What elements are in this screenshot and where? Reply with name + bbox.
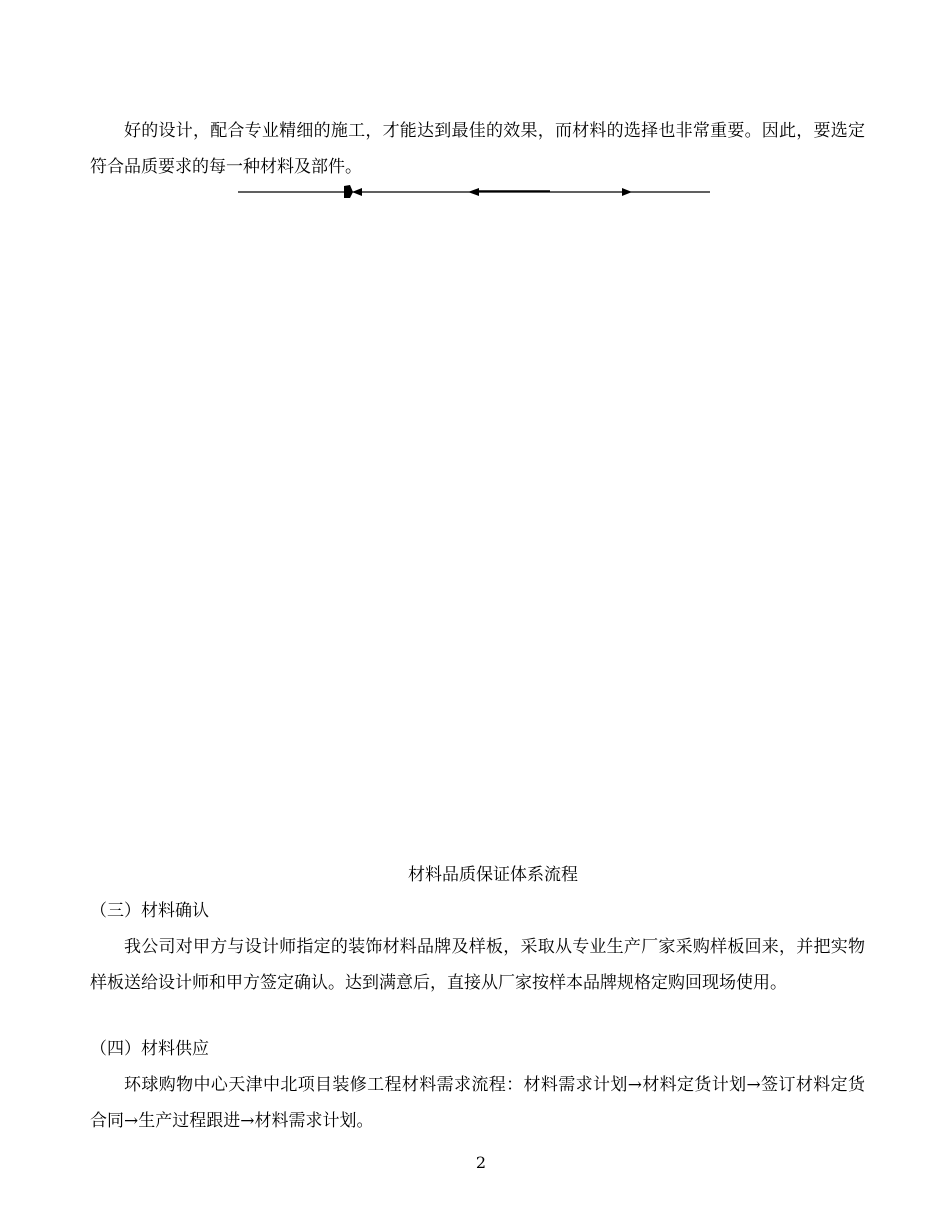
arrowhead-right	[622, 188, 632, 196]
figure-caption: 材料品质保证体系流程	[408, 865, 578, 885]
arrowhead-left-2	[468, 188, 479, 196]
flow-node-marker	[344, 185, 353, 198]
page-number: 2	[475, 1153, 487, 1172]
arrowhead-left-1	[352, 188, 362, 196]
section4-heading: （四）材料供应	[90, 1039, 209, 1059]
section3-body: 我公司对甲方与设计师指定的装饰材料品牌及样板，采取从专业生产厂家采购样板回来，并把实物样板送给设计师和甲方签定确认。达到满意后，直接从厂家按样本品牌规格定购回现场使用。	[90, 937, 865, 993]
section4-body: 环球购物中心天津中北项目装修工程材料需求流程：材料需求计划→材料定货计划→签订材料定货合同→生产过程跟进→材料需求计划。	[90, 1075, 865, 1131]
section3-heading: （三）材料确认	[90, 901, 209, 921]
intro-paragraph: 好的设计，配合专业精细的施工，才能达到最佳的效果，而材料的选择也非常重要。因此，要选定符合品质要求的每一种材料及部件。	[90, 121, 865, 177]
flow-diagram-remnant	[236, 182, 716, 202]
